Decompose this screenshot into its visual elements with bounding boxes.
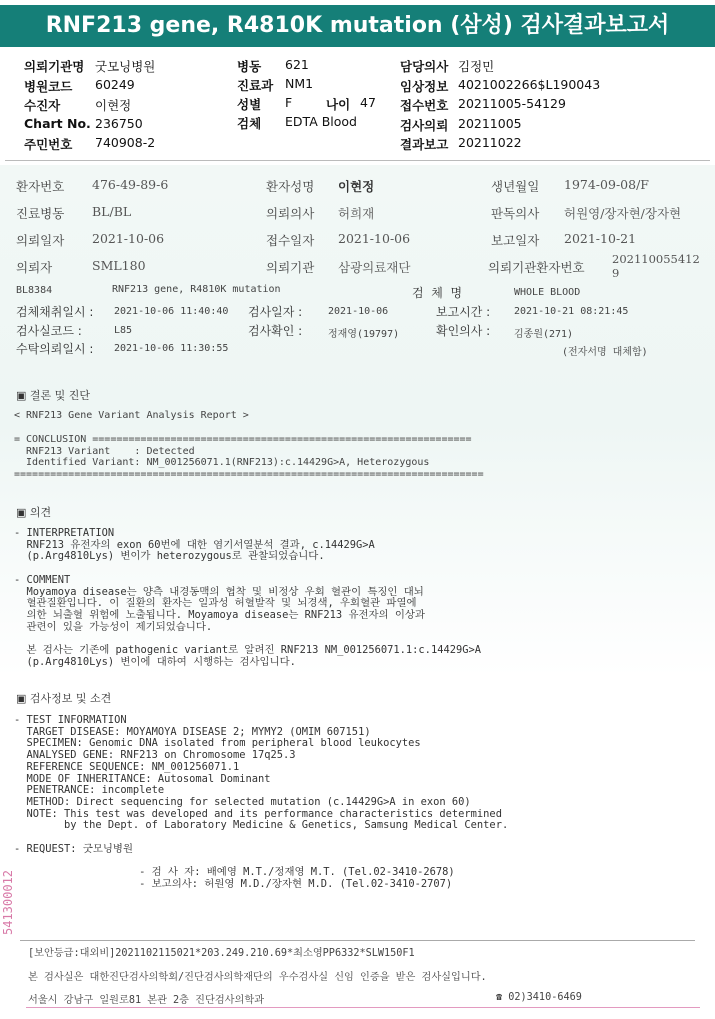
test-info-line: - TEST INFORMATION bbox=[14, 714, 127, 726]
lab-phone: ☎ 02)3410-6469 bbox=[496, 992, 582, 1003]
header-label: Chart No. bbox=[24, 115, 91, 131]
patient-field-value: 2021-10-06 bbox=[338, 231, 411, 246]
test-info-line: PENETRANCE: incomplete bbox=[14, 784, 165, 797]
header-label: 검사의뢰 bbox=[400, 117, 449, 133]
patient-field-value: 2021-10-21 bbox=[564, 231, 637, 246]
header-label: 수진자 bbox=[24, 98, 61, 113]
patient-field-value: 476-49-89-6 bbox=[92, 177, 169, 192]
test-info-line: ANALYSED GENE: RNF213 on Chromosome 17q25.3 bbox=[14, 749, 296, 762]
test-name: RNF213 gene, R4810K mutation bbox=[112, 284, 281, 295]
opinion-line: (p.Arg4810Lys) 변이가 heterozygous로 관찰되었습니다. bbox=[14, 550, 325, 563]
test-info-line: - REQUEST: 굿모닝병원 bbox=[14, 842, 133, 855]
conclusion-line: ============================================================================== bbox=[14, 468, 484, 480]
side-code: 541300012 bbox=[1, 869, 15, 935]
patient-field-label: 판독의사 bbox=[491, 206, 540, 221]
header-label: 병동 bbox=[237, 59, 262, 74]
patient-field-label: 접수일자 bbox=[266, 233, 315, 248]
opinion-line bbox=[14, 563, 481, 575]
conclusion-title: ▣ 결론 및 진단 bbox=[16, 389, 91, 402]
header-label: 검체 bbox=[237, 116, 262, 131]
test-info-line: TARGET DISEASE: MOYAMOYA DISEASE 2; MYMY2 (OMIM 607151) bbox=[14, 725, 371, 738]
conclusion-line: Identified Variant: NM_001256071.1(RNF213):c.14429G>A, Heterozygous bbox=[14, 457, 430, 468]
test-info-line: SPECIMEN: Genomic DNA isolated from peripheral blood leukocytes bbox=[14, 737, 421, 750]
test-info-line: MODE OF INHERITANCE: Autosomal Dominant bbox=[14, 772, 271, 785]
header-value: 굿모닝병원 bbox=[95, 59, 156, 74]
specimen-field-value: L85 bbox=[114, 325, 133, 336]
header-label: 주민번호 bbox=[24, 137, 73, 152]
header-value: EDTA Blood bbox=[285, 114, 357, 129]
esign-note: (전자서명 대체함) bbox=[562, 347, 648, 358]
conclusion-block bbox=[14, 434, 484, 480]
header-value: 740908-2 bbox=[95, 135, 156, 150]
header-value: 이현정 bbox=[95, 98, 132, 113]
footer-divider bbox=[20, 940, 695, 941]
patient-field-value: 2021-10-06 bbox=[92, 231, 165, 246]
conclusion-line: = CONCLUSION =============================================================== bbox=[14, 434, 472, 445]
test-info-line: - 보고의사: 허원영 M.D./장자현 M.D. (Tel.02-3410-2707) bbox=[14, 877, 453, 890]
conclusion-line: RNF213 Variant : Detected bbox=[14, 445, 195, 457]
report-name: < RNF213 Gene Variant Analysis Report > bbox=[14, 410, 249, 421]
patient-field-value: 1974-09-08/F bbox=[564, 177, 649, 192]
sample-label: 검 체 명 bbox=[412, 286, 463, 300]
specimen-field-label: 수탁의뢰일시 : bbox=[16, 342, 94, 356]
specimen-code: BL8384 bbox=[16, 285, 53, 296]
specimen-field-value: 2021-10-06 bbox=[328, 306, 389, 317]
test-info-line bbox=[14, 832, 508, 844]
opinion-title: ▣ 의견 bbox=[16, 506, 52, 519]
header-value: 621 bbox=[285, 57, 309, 72]
test-info-line: - 검 사 자: 배예영 M.T./정재영 M.T. (Tel.02-3410-2678) bbox=[14, 866, 455, 879]
header-value: 4021002266$L190043 bbox=[458, 76, 601, 92]
scanned-report bbox=[0, 165, 715, 1019]
opinion-line: - INTERPRETATION bbox=[14, 527, 115, 539]
patient-field-label: 의뢰기관환자번호 bbox=[488, 260, 585, 275]
header-value: NM1 bbox=[285, 76, 314, 91]
patient-field-value: 허희재 bbox=[338, 206, 375, 221]
specimen-field-value: 2021-10-06 11:30:55 bbox=[114, 343, 229, 354]
patient-field-label: 진료병동 bbox=[16, 206, 65, 221]
patient-field-value: 이현정 bbox=[338, 179, 375, 194]
patient-field-label: 환자번호 bbox=[16, 179, 65, 194]
age-label: 나이 bbox=[326, 97, 351, 112]
opinion-line: 본 검사는 기존에 pathogenic variant로 알려진 RNF213 NM_001256071.1:c.14429G>A bbox=[14, 644, 481, 657]
test-info-title: ▣ 검사정보 및 소견 bbox=[16, 692, 112, 705]
patient-field-label: 의뢰자 bbox=[16, 260, 53, 275]
specimen-field-value: 김종원(271) bbox=[514, 329, 574, 340]
opinion-line: RNF213 유전자의 exon 60번에 대한 염기서열분석 결과, c.14429G>A bbox=[14, 538, 375, 551]
patient-field-label: 의뢰기관 bbox=[266, 260, 315, 275]
patient-field-label: 의뢰일자 bbox=[16, 233, 65, 248]
footer-pink-line bbox=[26, 1007, 700, 1008]
specimen-field-label: 검사확인 : bbox=[248, 324, 303, 338]
specimen-field-label: 검사일자 : bbox=[248, 305, 303, 319]
header-label: 진료과 bbox=[237, 78, 274, 93]
age-value: 47 bbox=[360, 95, 376, 110]
test-info-line: METHOD: Direct sequencing for selected mutation (c.14429G>A in exon 60) bbox=[14, 795, 471, 808]
sample-value: WHOLE BLOOD bbox=[514, 287, 581, 298]
patient-field-value: SML180 bbox=[92, 258, 146, 273]
patient-field-value-wrap: 9 bbox=[612, 266, 620, 280]
patient-field-label: 보고일자 bbox=[491, 233, 540, 248]
opinion-line: (p.Arg4810Lys) 변이에 대하여 시행하는 검사입니다. bbox=[14, 655, 296, 668]
patient-field-label: 환자성명 bbox=[266, 179, 315, 194]
header-divider bbox=[5, 160, 710, 161]
header-value: 20211005-54129 bbox=[458, 96, 566, 111]
report-title: RNF213 gene, R4810K mutation (삼성) 검사결과보고서 bbox=[0, 5, 715, 47]
certification-note: 본 검사실은 대한진단검사의학회/진단검사의학재단의 우수검사실 신임 인증을 받은 검사실입니다. bbox=[28, 972, 487, 983]
test-info-line: REFERENCE SEQUENCE: NM_001256071.1 bbox=[14, 760, 240, 773]
patient-field-value: BL/BL bbox=[92, 204, 132, 219]
opinion-line: 의한 뇌출혈 위험에 노출됩니다. Moyamoya disease는 RNF213 유전자의 이상과 bbox=[14, 608, 425, 621]
header-label: 병원코드 bbox=[24, 78, 73, 94]
specimen-field-value: 정재영(19797) bbox=[328, 329, 400, 340]
header-value: 20211005 bbox=[458, 115, 522, 131]
patient-field-value: 삼광의료재단 bbox=[338, 260, 411, 275]
header-label: 접수번호 bbox=[400, 98, 449, 113]
header-value: 60249 bbox=[95, 76, 135, 92]
test-info-line: by the Dept. of Laboratory Medicine & Genetics, Samsung Medical Center. bbox=[14, 819, 509, 832]
specimen-field-label: 확인의사 : bbox=[436, 324, 491, 338]
header-value: 김정민 bbox=[458, 59, 495, 74]
test-info-line: NOTE: This test was developed and its performance characteristics determined bbox=[14, 807, 502, 820]
header-label: 임상정보 bbox=[400, 78, 449, 94]
opinion-block bbox=[14, 528, 481, 668]
specimen-field-value: 2021-10-21 08:21:45 bbox=[514, 306, 629, 317]
header-value: F bbox=[285, 95, 293, 110]
test-info-block bbox=[14, 715, 508, 891]
patient-field-value: 허원영/장자현/장자현 bbox=[564, 206, 682, 221]
specimen-field-label: 보고시간 : bbox=[436, 305, 491, 319]
patient-field-value: 202110055412 bbox=[612, 252, 700, 266]
opinion-line: - COMMENT bbox=[14, 573, 71, 586]
patient-field-label: 의뢰의사 bbox=[266, 206, 315, 221]
opinion-line: 관련이 있을 가능성이 제기되었습니다. bbox=[14, 620, 213, 633]
opinion-line: 혈관질환입니다. 이 질환의 환자는 일과성 허혈발작 및 뇌경색, 우회혈관 파열에 bbox=[14, 597, 417, 610]
security-line: [보안등급:대외비]2021102115021*203.249.210.69*최소영PP6332*SLW150F1 bbox=[28, 948, 415, 959]
opinion-line: Moyamoya disease는 양측 내경동맥의 협착 및 비정상 우회 혈관이 특징인 대뇌 bbox=[14, 585, 424, 598]
specimen-field-label: 검사실코드 : bbox=[16, 324, 82, 338]
header-label: 결과보고 bbox=[400, 137, 449, 152]
patient-field-label: 생년월일 bbox=[491, 179, 540, 194]
specimen-field-value: 2021-10-06 11:40:40 bbox=[114, 306, 229, 317]
specimen-field-label: 검체채취일시 : bbox=[16, 305, 94, 319]
header-value: 236750 bbox=[95, 115, 143, 131]
header-label: 의뢰기관명 bbox=[24, 59, 85, 74]
header-label: 성별 bbox=[237, 97, 262, 112]
header-label: 담당의사 bbox=[400, 59, 449, 74]
header-value: 20211022 bbox=[458, 135, 522, 150]
lab-address: 서울시 강남구 일원로81 본관 2층 진단검사의학과 bbox=[28, 995, 265, 1006]
